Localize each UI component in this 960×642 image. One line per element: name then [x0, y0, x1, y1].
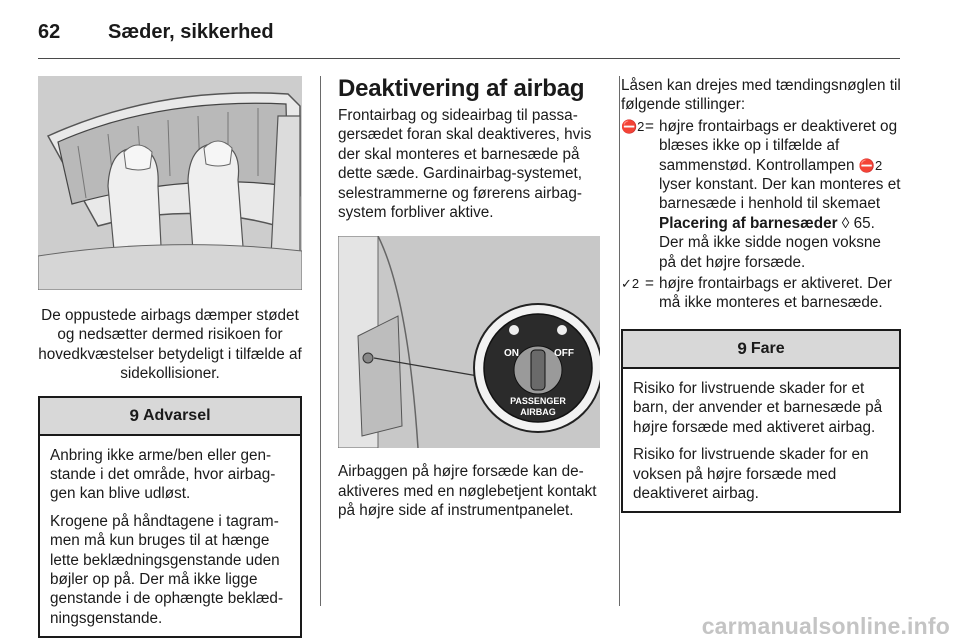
warning-box — [38, 396, 302, 639]
switch-passenger-label: PASSENGER — [510, 396, 566, 407]
danger-title: Fare — [750, 339, 785, 357]
positions-intro: Låsen kan drejes med tændingsnøglen til følgende stillinger: — [621, 77, 901, 114]
column-middle — [338, 76, 602, 521]
setting-on — [621, 274, 901, 313]
equals-sign: = — [645, 275, 654, 293]
column-left — [38, 76, 302, 638]
header-rule — [38, 58, 900, 59]
danger-box — [621, 329, 901, 513]
warning-paragraph: Anbring ikke arme/ben eller genstande i det område, hvor airbaggen kan blive udløst. — [50, 446, 276, 503]
equals-sign: = — [645, 117, 654, 135]
watermark-text: carmanualsonline.info — [701, 613, 950, 639]
danger-paragraph: Risiko for livstruende skader for en voksen på højre forsæde med deaktiveret airbag. — [633, 446, 869, 502]
column-divider — [320, 76, 321, 606]
page-header — [38, 14, 900, 50]
warning-header — [40, 398, 300, 436]
page-reference-icon: ◊ — [841, 214, 850, 232]
figure-caption: De oppustede airbags dæmper stødet og nedsætter dermed risikoen for hovedkvæstelser betydeligt i tilfælde af sidekollisioner. — [38, 307, 302, 383]
section-title: Deaktivering af airbag — [338, 75, 585, 102]
danger-header — [623, 331, 899, 369]
danger-icon: 9 — [737, 338, 747, 358]
warning-paragraph: Krogene på håndtagene i tagrammen må kun bruges til at hænge lette beklædningsgenstande uden bøjler op på. Der må ikke ligge genstande i de ophængte beklædningsgenstande. — [50, 512, 284, 627]
airbag-on-icon: ✓2 — [621, 276, 640, 292]
column-divider — [619, 76, 620, 606]
setting-off — [621, 117, 901, 272]
switch-paragraph: Airbaggen på højre forsæde kan deaktiveres med en nøglebetjent kontakt på højre side af instrumentpanelet. — [338, 463, 597, 520]
warning-body — [40, 436, 300, 637]
setting-off-description — [659, 117, 901, 272]
setting-on-description: højre frontairbags er aktiveret. Der må ikke monteres et barnesæde. — [659, 275, 892, 312]
switch-off-label: OFF — [554, 348, 574, 360]
setting-text: lyser konstant. Der kan monteres et barnesæde i henhold til skemaet — [659, 176, 901, 213]
warning-title: Advarsel — [142, 406, 211, 424]
intro-paragraph: Frontairbag og sideairbag til passagersædet foran skal deaktiveres, hvis der skal monteres et barnesæde på dette sæde. Gardinairbag-systemet, selestrammerne og førerens airbagsystem forbliver aktive. — [338, 107, 592, 222]
column-right — [621, 76, 901, 513]
airbag-off-icon: ⛔2 — [621, 118, 645, 134]
curtain-airbag-illustration — [38, 76, 302, 290]
curtain-airbag-drawing — [38, 76, 302, 290]
page-title: Sæder, sikkerhed — [108, 20, 274, 43]
warning-icon: 9 — [129, 405, 139, 425]
setting-text: 65. Der må ikke sidde nogen voksne på det højre forsæde. — [659, 214, 881, 271]
cross-reference-link: Placering af barnesæder — [659, 214, 838, 232]
switch-on-label: ON — [504, 348, 519, 360]
danger-body — [623, 369, 899, 511]
airbag-switch-illustration — [338, 236, 600, 448]
switch-airbag-label: AIRBAG — [520, 407, 556, 418]
page-number: 62 — [38, 20, 61, 43]
airbag-off-icon: ⛔2 — [858, 157, 883, 173]
danger-paragraph: Risiko for livstruende skader for et barn, der anvender et barnesæde på højre forsæde med aktiveret airbag. — [633, 379, 883, 436]
setting-text: højre frontairbags er deaktiveret og blæses ikke op i tilfælde af sammenstød. Kontrollampen — [659, 117, 898, 174]
airbag-switch-drawing — [338, 236, 600, 448]
